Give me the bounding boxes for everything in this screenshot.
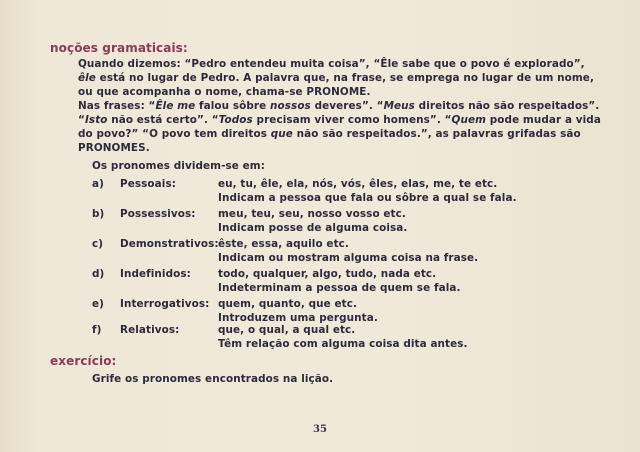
t-i: Meus (383, 100, 415, 112)
t: não está certo”. “ (107, 114, 219, 126)
section-heading: noções gramaticais: (50, 41, 188, 55)
type-examples: que, o qual, a qual etc. (218, 324, 356, 336)
type-examples: meu, teu, seu, nosso vosso etc. (218, 208, 406, 220)
intro-line-2-rest: está no lugar de Pedro. A palavra que, na frase, se emprega no lugar de um nome, (95, 72, 594, 84)
t-i: Êle me (155, 100, 196, 112)
type-letter: f) (92, 324, 102, 336)
intro-line-6 (78, 128, 581, 140)
t: não são respeitados.”, as palavras grifadas são (292, 128, 581, 140)
t: pode mudar a vida (486, 114, 601, 126)
t: precisam viver como homens”. “ (252, 114, 452, 126)
type-description: Indeterminam a pessoa de quem se fala. (218, 282, 461, 294)
intro-line-7: PRONOMES. (78, 142, 150, 154)
intro-line-3: ou que acompanha o nome, chama-se PRONOME. (78, 86, 371, 98)
exercise-heading: exercício: (50, 354, 117, 368)
type-name: Demonstrativos: (120, 238, 219, 250)
type-letter: b) (92, 208, 105, 220)
type-letter: a) (92, 178, 104, 190)
type-name: Relativos: (120, 324, 180, 336)
type-examples: quem, quanto, que etc. (218, 298, 358, 310)
t: deveres”. “ (310, 100, 384, 112)
type-description: Indicam ou mostram alguma coisa na frase. (218, 252, 479, 264)
intro-line-2-italic: êle (78, 72, 96, 84)
type-examples: todo, qualquer, algo, tudo, nada etc. (218, 268, 437, 280)
type-examples: eu, tu, êle, ela, nós, vós, êles, elas, me, te etc. (218, 178, 498, 190)
intro-line-4 (78, 100, 599, 112)
t-i: Todos (218, 114, 253, 126)
exercise-text: Grife os pronomes encontrados na lição. (92, 373, 334, 385)
type-description: Introduzem uma pergunta. (218, 312, 378, 324)
t: do povo?” “O povo tem direitos (78, 128, 271, 140)
type-letter: e) (92, 298, 104, 310)
t-i: nossos (270, 100, 311, 112)
type-letter: d) (92, 268, 105, 280)
t-i: que (270, 128, 293, 140)
type-name: Pessoais: (120, 178, 176, 190)
intro-line-1: Quando dizemos: “Pedro entendeu muita coisa”, “Êle sabe que o povo é explorado”, (78, 58, 585, 70)
t-i: Quem (451, 114, 487, 126)
type-name: Possessivos: (120, 208, 196, 220)
type-name: Interrogativos: (120, 298, 210, 310)
type-examples: êste, essa, aquilo etc. (218, 238, 349, 250)
intro-line-2 (78, 72, 594, 84)
intro-line-5 (78, 114, 601, 126)
t: Nas frases: “ (78, 100, 156, 112)
intro-line-8: Os pronomes dividem-se em: (92, 160, 265, 172)
type-description: Indicam a pessoa que fala ou sôbre a qual se fala. (218, 192, 517, 204)
type-description: Indicam posse de alguma coisa. (218, 222, 408, 234)
type-name: Indefinidos: (120, 268, 191, 280)
page-number: 35 (313, 424, 327, 435)
t: “ (78, 114, 85, 126)
t: direitos não são respeitados”. (414, 100, 600, 112)
type-description: Têm relação com alguma coisa dita antes. (218, 338, 468, 350)
t-i: Isto (84, 114, 108, 126)
t: falou sôbre (195, 100, 271, 112)
type-letter: c) (92, 238, 104, 250)
